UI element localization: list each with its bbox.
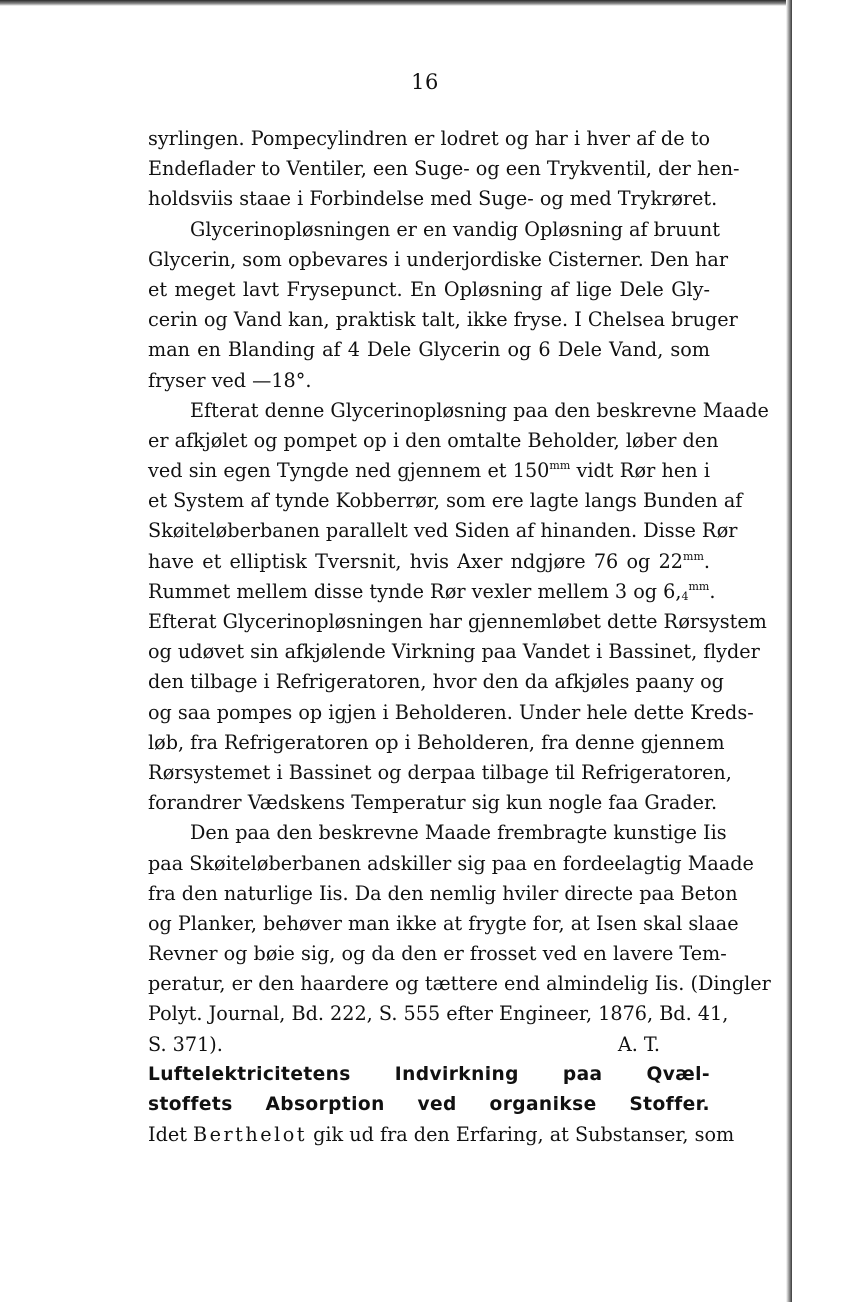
unit-superscript: mm — [549, 459, 571, 473]
text-line: cerin og Vand kan, praktisk talt, ikke fryse. I Chelsea bruger — [148, 308, 738, 332]
text-line: Polyt. Journal, Bd. 222, S. 555 efter Engineer, 1876, Bd. 41, — [148, 1002, 729, 1026]
text-fragment: . — [703, 549, 710, 573]
text-line — [148, 456, 710, 486]
text-line: man en Blanding af 4 Dele Glycerin og 6 Dele Vand, som — [148, 338, 710, 362]
text-line: et System af tynde Kobberrør, som ere lagte langs Bunden af — [148, 489, 743, 513]
text-line: Skøiteløberbanen parallelt ved Siden af hinanden. Disse Rør — [148, 519, 738, 543]
text-line: forandrer Vædskens Temperatur sig kun nogle faa Grader. — [148, 791, 718, 815]
citation-signature-line — [148, 1030, 710, 1060]
text-line: et meget lavt Frysepunct. En Opløsning af lige Dele Gly- — [148, 277, 710, 301]
text-line: Revner og bøie sig, og da den er frosset ved en lavere Tem- — [148, 942, 727, 966]
page-number: 16 — [411, 70, 439, 94]
unit-superscript: mm — [688, 579, 710, 593]
text-fragment: Rummet mellem disse tynde Rør vexler mellem 3 og 6, — [148, 579, 682, 603]
text-line: fryser ved —18°. — [148, 368, 312, 392]
page-edge-right — [786, 0, 792, 1302]
text-line: holdsviis staae i Forbindelse med Suge- og med Trykrøret. — [148, 187, 718, 211]
text-line — [148, 547, 710, 577]
text-fragment: have et elliptisk Tversnit, hvis Axer ndgjøre 76 og 22 — [148, 549, 684, 573]
text-line: og Planker, behøver man ikke at frygte for, at Isen skal slaae — [148, 911, 739, 935]
text-line — [148, 577, 716, 607]
text-line: syrlingen. Pompecylindren er lodret og har i hver af de to — [148, 127, 710, 150]
text-line: er afkjølet og pompet op i den omtalte Beholder, løber den — [148, 428, 719, 452]
text-line: peratur, er den haardere og tættere end almindelig Iis. (Dingler — [148, 972, 771, 996]
text-fragment: vidt Rør hen i — [570, 459, 710, 483]
unit-superscript: mm — [683, 549, 704, 563]
author-name: Berthelot — [193, 1123, 307, 1147]
text-line: Efterat denne Glycerinopløsning paa den beskrevne Maade — [190, 398, 769, 422]
text-line: Glycerinopløsningen er en vandig Opløsning af bruunt — [190, 217, 720, 241]
decimal-subscript: 4 — [681, 589, 689, 603]
text-line: den tilbage i Refrigeratoren, hvor den da afkjøles paany og — [148, 670, 724, 694]
citation-end: S. 371). — [148, 1032, 223, 1056]
text-line: Efterat Glycerinopløsningen har gjennemløbet dette Rørsystem — [148, 610, 767, 633]
text-line: Endeflader to Ventiler, een Suge- og een Trykventil, der hen- — [148, 157, 740, 181]
text-fragment: Idet — [148, 1123, 194, 1147]
body-text — [148, 124, 771, 1150]
text-line: Rørsystemet i Bassinet og derpaa tilbage til Refrigeratoren, — [148, 760, 732, 784]
text-line: løb, fra Refrigeratoren op i Beholderen, fra denne gjennem — [148, 730, 725, 754]
page-edge-top — [0, 0, 792, 6]
text-line: og udøvet sin afkjølende Virkning paa Vandet i Bassinet, flyder — [148, 640, 760, 664]
text-line — [148, 1120, 735, 1150]
section-heading: stoffets Absorption ved organikse Stoffer. — [148, 1094, 710, 1115]
text-fragment: gik ud fra den Erfaring, at Substanser, som — [306, 1123, 735, 1147]
author-initials: A. T. — [617, 1032, 660, 1056]
text-fragment: . — [709, 579, 716, 603]
section-heading: Luftelektricitetens Indvirkning paa Qvæl- — [148, 1063, 710, 1085]
text-fragment: ved sin egen Tyngde ned gjennem et 150 — [148, 459, 550, 483]
text-line: og saa pompes op igjen i Beholderen. Under hele dette Kreds- — [148, 700, 754, 724]
text-line: paa Skøiteløberbanen adskiller sig paa en fordeelagtig Maade — [148, 851, 754, 875]
text-line: fra den naturlige Iis. Da den nemlig hviler directe paa Beton — [148, 881, 738, 905]
text-line: Glycerin, som opbevares i underjordiske Cisterner. Den har — [148, 247, 729, 271]
text-line: Den paa den beskrevne Maade frembragte kunstige Iis — [190, 821, 727, 845]
